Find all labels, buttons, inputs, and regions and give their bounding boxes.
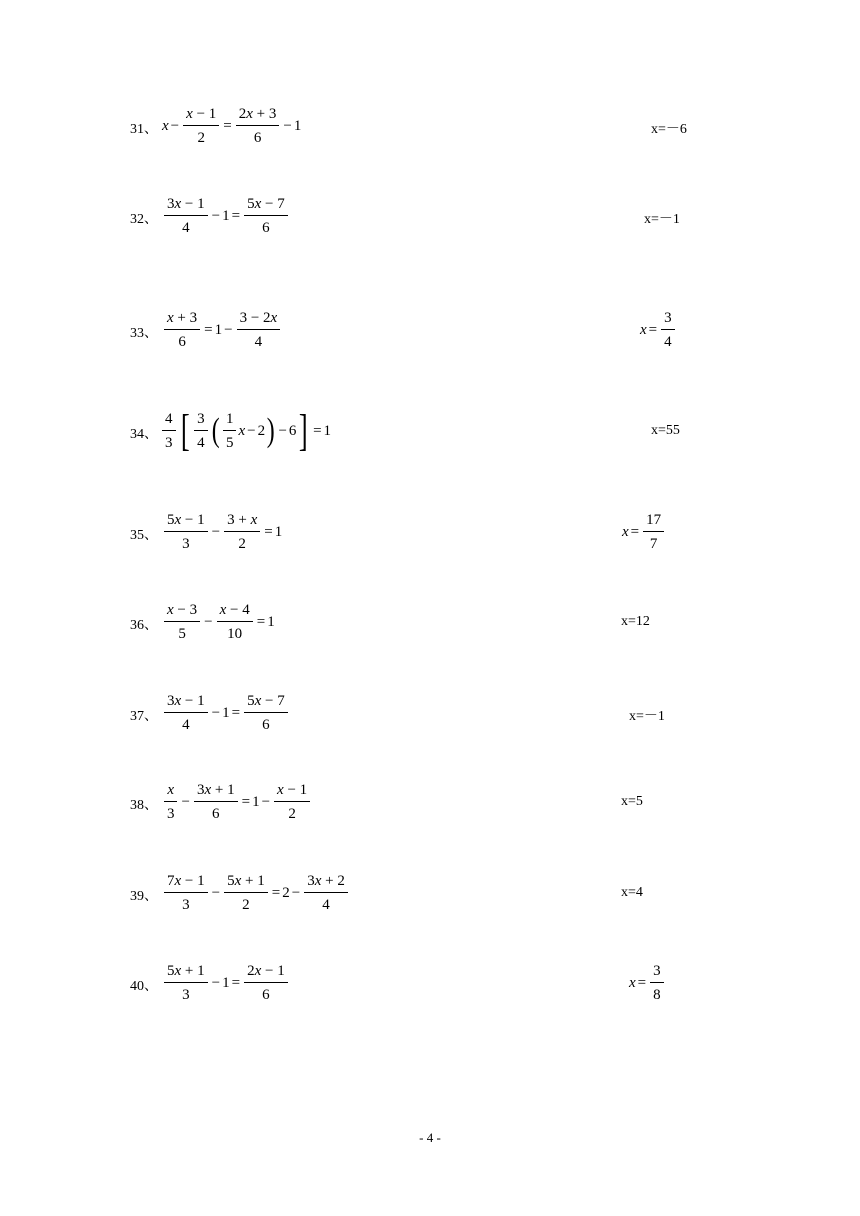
answer: x=5 [621,794,643,809]
problem-number: 36、 [130,618,158,633]
problem-number: 32、 [130,212,158,227]
equation: $\frac{4}{3}$ [ $\frac{3}{4}$ ( $\frac{1}{5}$ x − 2 ) − 6 ] = 1 [160,409,331,453]
page-number: - 4 - [419,1130,441,1145]
answer: x=55 [651,423,680,438]
problem-number: 34、 [130,427,158,442]
answer: x=－6 [651,122,687,137]
equation: $\frac{x - 3}{5}$ − $\frac{x - 4}{10}$ = 1 [162,600,275,644]
answer: x=4 [621,885,643,900]
problem-number: 39、 [130,889,158,904]
equation: $\frac{5x - 1}{3}$ − $\frac{3 + x}{2}$ = 1 [162,510,282,554]
answer: x = $\frac{17}{7}$ [622,510,666,554]
problem-number: 40、 [130,979,158,994]
answer: x=－1 [629,709,665,724]
problem-number: 37、 [130,709,158,724]
equation: $\frac{5x + 1}{3}$ − 1 = $\frac{2x - 1}{6}$ [162,961,290,1005]
equation: $\frac{x}{3}$ − $\frac{3x + 1}{6}$ = 1 − $\frac{x - 1}{2}$ [162,780,312,824]
problem-number: 35、 [130,528,158,543]
answer: x = $\frac{3}{8}$ [629,961,666,1005]
equation: $\frac{x + 3}{6}$ = 1 − $\frac{3 - 2x}{4}$ [162,308,282,352]
equation: $\frac{7x - 1}{3}$ − $\frac{5x + 1}{2}$ = 2 − $\frac{3x + 2}{4}$ [162,871,350,915]
answer: x=－1 [644,212,680,227]
problem-number: 38、 [130,798,158,813]
problem-number: 31、 [130,122,158,137]
equation: $\frac{3x - 1}{4}$ − 1 = $\frac{5x - 7}{6}$ [162,194,290,238]
equation: x − $\frac{x - 1}{2}$ = $\frac{2x + 3}{6}$ − 1 [162,106,302,146]
answer: x=12 [621,614,650,629]
problem-number: 33、 [130,326,158,341]
answer: x = $\frac{3}{4}$ [640,308,677,352]
equation: $\frac{3x - 1}{4}$ − 1 = $\frac{5x - 7}{6}$ [162,691,290,735]
